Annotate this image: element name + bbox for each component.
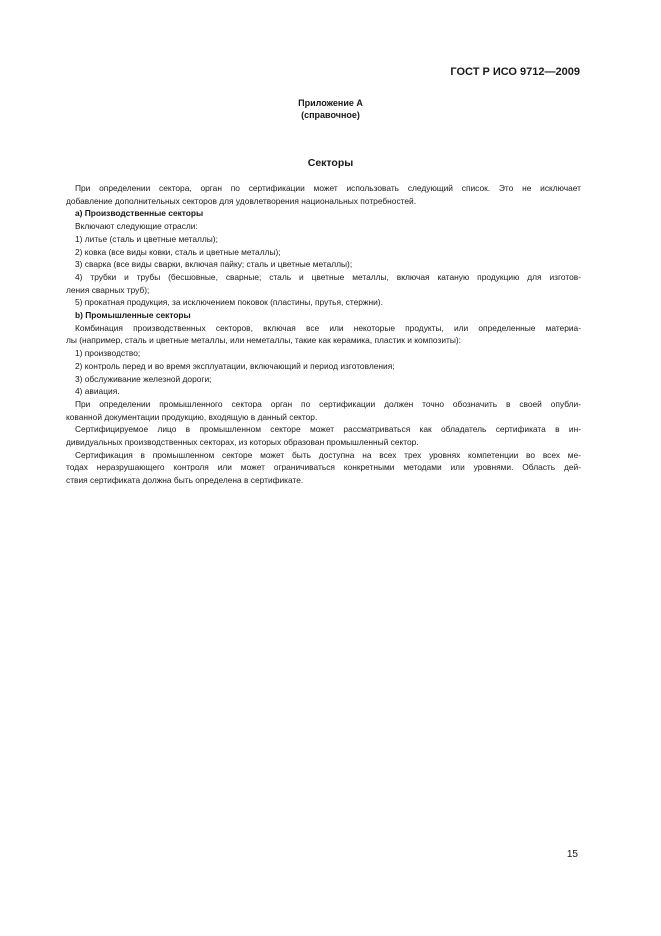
body-text [66, 182, 581, 487]
text-line: кованной документации продукцию, входящую в данный сектор. [66, 411, 318, 422]
page-number: 15 [566, 849, 578, 860]
text-line: 3) сварка (все виды сварки, включая пайку; сталь и цветные металлы); [75, 259, 353, 270]
text-line: 1) литье (сталь и цветные металлы); [75, 233, 218, 244]
section-title: Секторы [307, 157, 354, 169]
section-subheading: а) Производственные секторы [75, 208, 204, 219]
text-line: дивидуальных производственных секторах, из которых образован промышленный сектор. [66, 437, 419, 448]
appendix-title: Приложение А [298, 98, 363, 108]
text-line: Комбинация производственных секторов, включая все или некоторые продукты, или определенные материа- [75, 322, 581, 333]
text-line: лы (например, сталь и цветные металлы, или неметаллы, такие как керамика, пластик и композиты): [66, 335, 461, 346]
text-line: При определении промышленного сектора орган по сертификации должен точно обозначить в своей опубли- [75, 398, 581, 409]
text-line: ствия сертификата должна быть определена в сертификате. [66, 475, 304, 486]
text-line: 2) контроль перед и во время эксплуатации, включающий и период изготовления; [75, 360, 395, 371]
text-line: ления сварных труб); [66, 284, 150, 295]
document-code: ГОСТ Р ИСО 9712—2009 [450, 66, 580, 78]
text-line: тодах неразрушающего контроля или может ограничиваться конкретными методами или уровнями. Область дей- [66, 462, 581, 473]
text-line: 4) авиация. [75, 386, 120, 397]
text-line: 1) производство; [75, 348, 141, 359]
text-line: Сертифицируемое лицо в промышленном секторе может рассматриваться как обладатель сертификата в ин- [75, 424, 581, 435]
text-line: 5) прокатная продукция, за исключением поковок (пластины, прутья, стержни). [75, 297, 383, 308]
text-line: 4) трубки и трубы (бесшовные, сварные; сталь и цветные металлы, включая катаную продукцию для изготов- [75, 271, 581, 282]
appendix-heading [0, 97, 661, 121]
appendix-subtitle: (справочное) [301, 110, 360, 120]
text-line: добавление дополнительных секторов для удовлетворения национальных потребностей. [66, 195, 417, 206]
section-subheading: b) Промышленные секторы [75, 310, 191, 321]
text-line: Сертификация в промышленном секторе может быть доступна на всех трех уровнях компетенции во всех ме- [75, 449, 581, 460]
text-line: 2) ковка (все виды ковки, сталь и цветные металлы); [75, 246, 281, 257]
text-line: 3) обслуживание железной дороги; [75, 373, 212, 384]
text-line: Включают следующие отрасли: [75, 221, 198, 232]
text-line: При определении сектора, орган по сертификации может использовать следующий список. Это не исключает [75, 183, 581, 193]
